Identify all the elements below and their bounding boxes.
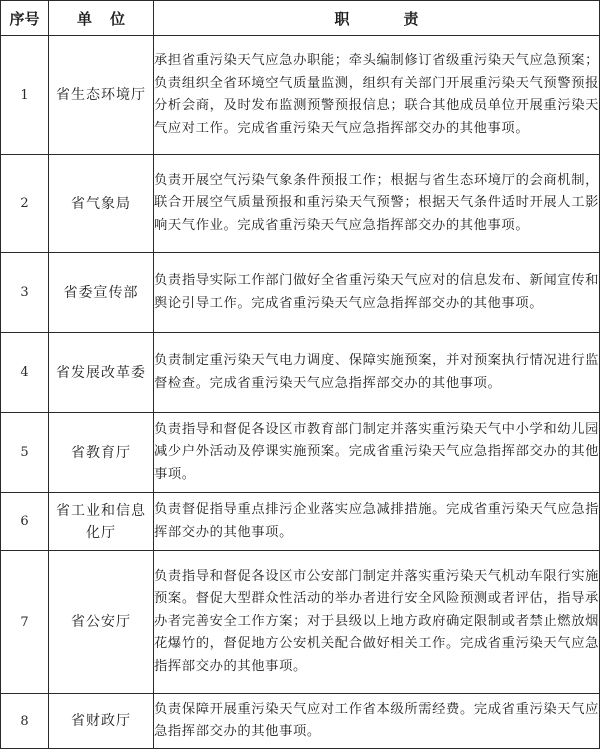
header-unit [49, 1, 154, 36]
row-number: 7 [1, 551, 49, 694]
row-unit: 省教育厅 [49, 413, 154, 493]
row-duty: 负责督促指导重点排污企业落实应急减排措施。完成省重污染天气应急指挥部交办的其他事项。 [154, 493, 600, 551]
table-row [1, 413, 600, 493]
row-duty: 负责指导实际工作部门做好全省重污染天气应对的信息发布、新闻宣传和舆论引导工作。完成省重污染天气应急指挥部交办的其他事项。 [154, 253, 600, 333]
header-unit-label-a: 单 [76, 9, 92, 28]
header-number-label: 序号 [9, 9, 40, 28]
row-unit: 省财政厅 [49, 694, 154, 749]
header-duty-label-b: 责 [403, 9, 419, 28]
row-number: 2 [1, 155, 49, 253]
table-row [1, 551, 600, 694]
header-duty [154, 1, 600, 36]
row-number: 6 [1, 493, 49, 551]
row-unit: 省工业和信息化厅 [49, 493, 154, 551]
row-duty: 负责保障开展重污染天气应对工作省本级所需经费。完成省重污染天气应急指挥部交办的其他事项。 [154, 694, 600, 749]
row-number: 5 [1, 413, 49, 493]
row-duty: 负责指导和督促各设区市公安部门制定并落实重污染天气机动车限行实施预案。督促大型群众性活动的举办者进行安全风险预测或者评估，指导承办者完善安全工作方案；对于县级以上地方政府确定限制或者禁止燃放烟花爆竹的，督促地方公安机关配合做好相关工作。完成省重污染天气应急指挥部交办的其他事项。 [154, 551, 600, 694]
header-unit-label-b: 位 [110, 9, 126, 28]
table-row [1, 155, 600, 253]
row-duty: 承担省重污染天气应急办职能；牵头编制修订省级重污染天气应急预案；负责组织全省环境空气质量监测，组织有关部门开展重污染天气预警预报分析会商，及时发布监测预警预报信息；联合其他成员单位开展重污染天气应对工作。完成省重污染天气应急指挥部交办的其他事项。 [154, 36, 600, 155]
table-row [1, 253, 600, 333]
row-number: 8 [1, 694, 49, 749]
table-row [1, 333, 600, 413]
row-duty: 负责制定重污染天气电力调度、保障实施预案，并对预案执行情况进行监督检查。完成省重污染天气应急指挥部交办的其他事项。 [154, 333, 600, 413]
row-unit: 省生态环境厅 [49, 36, 154, 155]
row-unit: 省气象局 [49, 155, 154, 253]
row-number: 4 [1, 333, 49, 413]
table-row [1, 36, 600, 155]
header-duty-label-a: 职 [334, 9, 350, 28]
row-number: 1 [1, 36, 49, 155]
table-row [1, 493, 600, 551]
row-unit: 省发展改革委 [49, 333, 154, 413]
row-duty: 负责开展空气污染气象条件预报工作；根据与省生态环境厅的会商机制，联合开展空气质量预报和重污染天气预警；根据天气条件适时开展人工影响天气作业。完成省重污染天气应急指挥部交办的其他事项。 [154, 155, 600, 253]
table-row [1, 694, 600, 749]
table-header-row [1, 1, 600, 36]
row-unit: 省公安厅 [49, 551, 154, 694]
row-number: 3 [1, 253, 49, 333]
row-unit: 省委宣传部 [49, 253, 154, 333]
row-duty: 负责指导和督促各设区市教育部门制定并落实重污染天气中小学和幼儿园减少户外活动及停课实施预案。完成省重污染天气应急指挥部交办的其他事项。 [154, 413, 600, 493]
header-number [1, 1, 49, 36]
